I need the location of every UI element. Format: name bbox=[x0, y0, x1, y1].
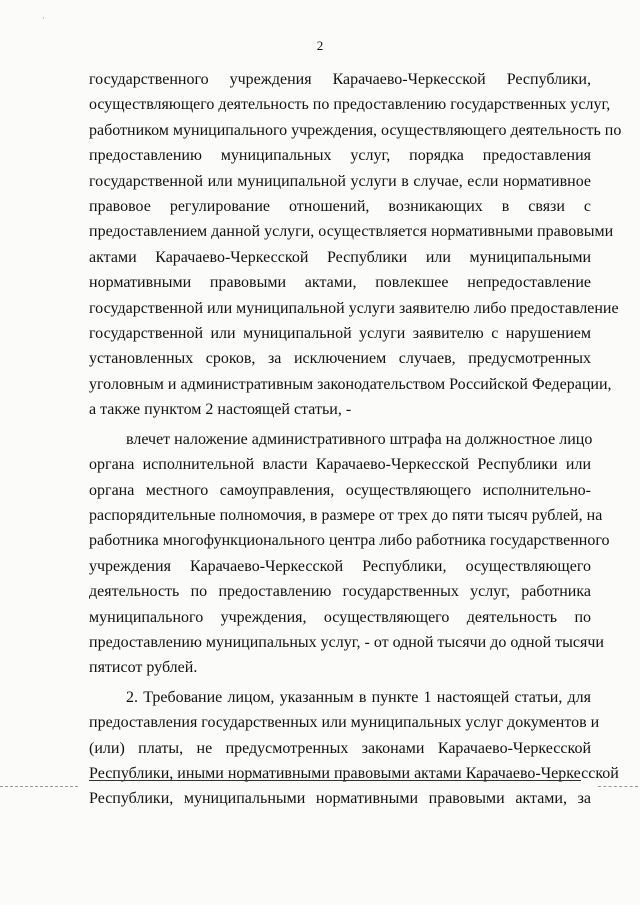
text-line: правовое регулирование отношений, возникающих в связи с bbox=[89, 198, 591, 216]
text-line: а также пунктом 2 настоящей статьи, - bbox=[89, 401, 352, 419]
text-line: распорядительные полномочия, в размере от трех до пяти тысяч рублей, на bbox=[89, 506, 603, 524]
paragraph-2 bbox=[89, 427, 610, 681]
scan-line-left bbox=[0, 786, 78, 787]
text-line: нормативными правовыми актами, повлекшее непредоставление bbox=[89, 274, 591, 292]
text-line: государственной или муниципальной услуги заявителю либо предоставление bbox=[89, 299, 619, 317]
document-body bbox=[89, 67, 622, 812]
text-line: государственного учреждения Карачаево-Черкесской Республики, bbox=[89, 71, 591, 88]
text-line: предоставлением данной услуги, осуществляется нормативными правовыми bbox=[89, 223, 614, 241]
text-line: актами Карачаево-Черкесской Республики или муниципальными bbox=[89, 248, 591, 266]
scan-artifact: · bbox=[42, 14, 45, 24]
text-line: предоставления государственных или муниципальных услуг документов и bbox=[89, 714, 600, 732]
text-line: предоставлению муниципальных услуг, - от одной тысячи до одной тысячи bbox=[89, 633, 604, 651]
text-line: влечет наложение административного штрафа на должностное лицо bbox=[126, 430, 593, 448]
text-line-underlined: Республики, иными нормативными правовыми актами Карачаево-Черкесской bbox=[89, 761, 591, 786]
text-line: уголовным и административным законодательством Российской Федерации, bbox=[89, 375, 612, 393]
paragraph-1 bbox=[89, 67, 622, 423]
scan-line-right bbox=[598, 786, 638, 787]
text-line: государственной или муниципальной услуги в случае, если нормативное bbox=[89, 172, 591, 190]
text-line: работника многофункционального центра либо работника государственного bbox=[89, 532, 610, 550]
text-line: Республики, муниципальными нормативными правовыми актами, за bbox=[89, 790, 591, 808]
text-line: установленных сроков, за исключением случаев, предусмотренных bbox=[89, 350, 591, 368]
text-line: работником муниципального учреждения, осуществляющего деятельность по bbox=[89, 121, 622, 139]
text-line: государственной или муниципальной услуги заявителю с нарушением bbox=[89, 325, 591, 343]
text-line: деятельность по предоставлению государственных услуг, работника bbox=[89, 583, 591, 601]
text-line: 2. Требование лицом, указанным в пункте 1 настоящей статьи, для bbox=[126, 688, 591, 706]
text-line: учреждения Карачаево-Черкесской Республики, осуществляющего bbox=[89, 557, 591, 575]
text-line: муниципального учреждения, осуществляющего деятельность по bbox=[89, 608, 591, 626]
page-number: 2 bbox=[316, 38, 324, 53]
text-line: осуществляющего деятельность по предоставлению государственных услуг, bbox=[89, 96, 611, 114]
text-line: предоставлению муниципальных услуг, порядка предоставления bbox=[89, 147, 591, 165]
paragraph-3 bbox=[89, 685, 619, 812]
text-line: органа исполнительной власти Карачаево-Черкесской Республики или bbox=[89, 456, 591, 474]
text-line: (или) платы, не предусмотренных законами Карачаево-Черкесской bbox=[89, 739, 591, 757]
text-line: пятисот рублей. bbox=[89, 659, 198, 677]
text-line: органа местного самоуправления, осуществляющего исполнительно- bbox=[89, 481, 591, 499]
